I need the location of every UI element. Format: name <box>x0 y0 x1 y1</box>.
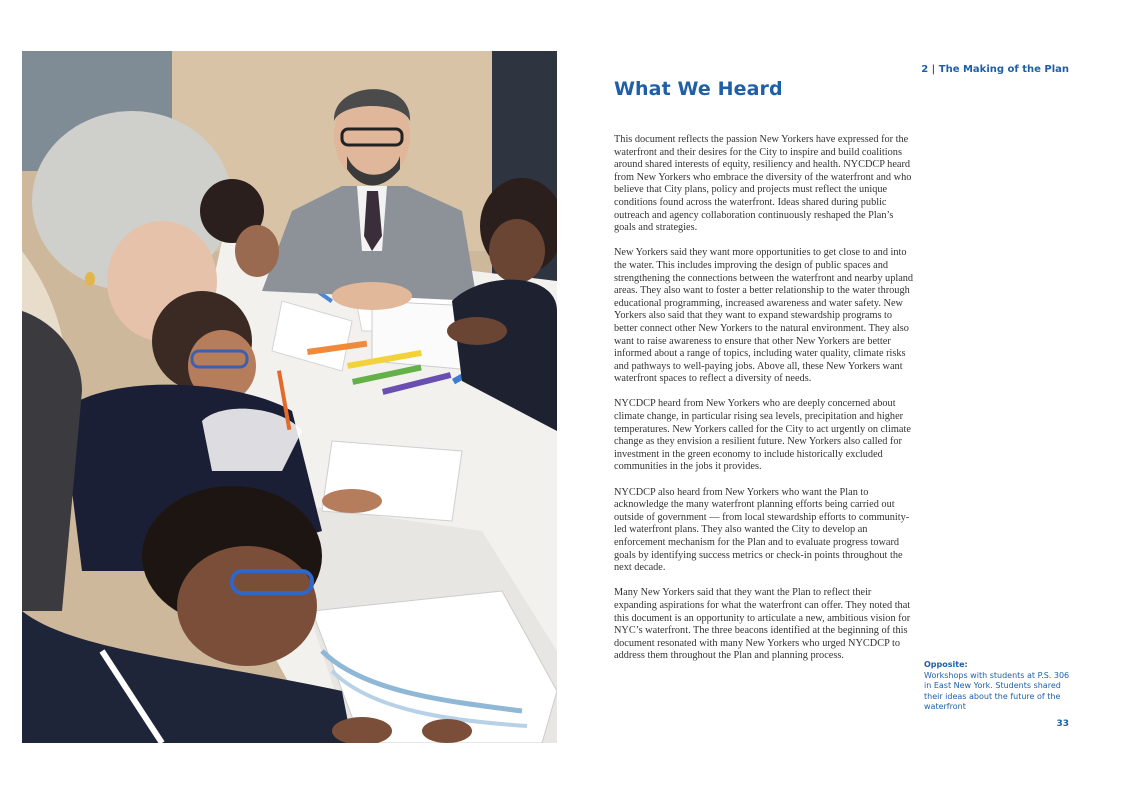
page-title: What We Heard <box>614 78 783 100</box>
caption-heading: Opposite: <box>924 660 968 669</box>
caption-text: Workshops with students at P.S. 306 in East New York. Students shared their ideas about the future of the waterfront <box>924 670 1070 711</box>
workshop-photo <box>22 51 557 743</box>
page-number: 33 <box>1056 719 1069 729</box>
photo-caption <box>924 660 1074 713</box>
paragraph: This document reflects the passion New Yorkers have expressed for the waterfront and their desires for the City to inspire and build coalitions around shared interests of equity, resiliency and health. NYCDCP heard from New Yorkers who embrace the diversity of the waterfront and who believe that City plans, policy and projects must reflect the unique conditions found across the waterfront. Ideas shared during public outreach and agency collaboration continuously reshaped the Plan’s goals and strategies. <box>614 134 912 234</box>
paragraph: Many New Yorkers said that they want the Plan to reflect their expanding aspirations for what the waterfront can offer. They noted that this document is an opportunity to articulate a new, ambitious vision for NYC’s waterfront. The three beacons identified at the beginning of this document resonated with many New Yorkers who urged NYCDCP to address them throughout the Plan and planning process. <box>614 587 911 662</box>
section-label: 2 | The Making of the Plan <box>921 64 1069 75</box>
body-text <box>614 134 916 676</box>
paragraph: New Yorkers said they want more opportunities to get close to and into the water. This includes improving the design of public spaces and strengthening the connections between the waterfront and nearby upland areas. They also want to foster a better relationship to the water through educational programming, increased awareness and water safety. New Yorkers also said that they want to expand stewardship programs to better connect other New Yorkers to the natural environment. They also want to raise awareness to ensure that other New Yorkers are better informed about a range of topics, including water quality, climate risks and pathways to well-paying jobs. Above all, these New Yorkers want waterfront spaces to reflect a diversity of needs. <box>614 247 914 385</box>
paragraph: NYCDCP heard from New Yorkers who are deeply concerned about climate change, in particular rising sea levels, precipitation and higher temperatures. New Yorkers called for the City to act urgently on climate change as they envision a resilient future. New Yorkers also called for investment in the green economy to include historically excluded communities in the jobs it provides. <box>614 398 911 473</box>
paragraph: NYCDCP also heard from New Yorkers who want the Plan to acknowledge the many waterfront planning efforts being carried out outside of government — from local stewardship efforts to community-led waterfront plans. They also wanted the City to develop an enforcement mechanism for the Plan and to evaluate progress toward goals by identifying success metrics or check-in points throughout the next decade. <box>614 486 910 574</box>
